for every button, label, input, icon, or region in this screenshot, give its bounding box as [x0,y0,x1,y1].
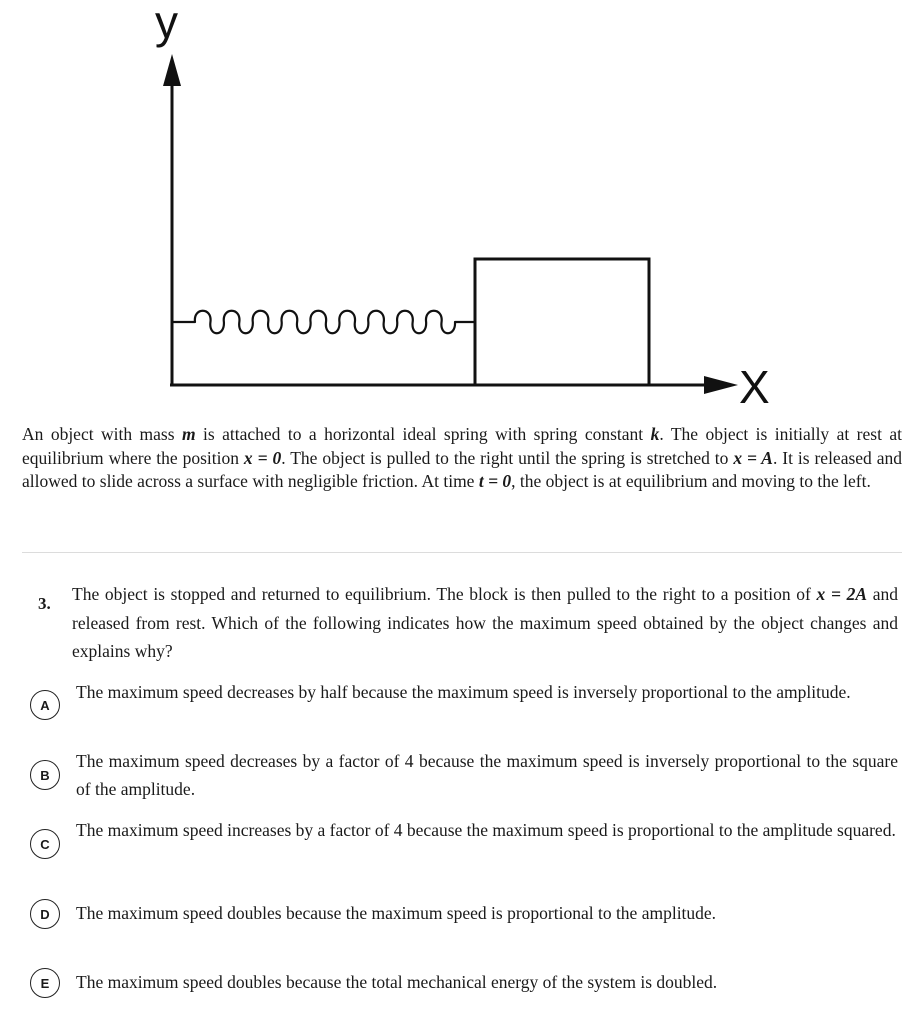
x-axis-label: X [739,361,770,410]
y-axis-label: y [155,0,178,48]
equation-t-0: t = 0 [478,471,512,491]
option-letter-badge[interactable]: D [30,899,60,929]
question-stem [72,580,898,666]
spring-mass-diagram [0,0,920,410]
option-text: The maximum speed decreases by a factor of 4 because the maximum speed is inversely proportional to the square of the amplitude. [76,751,898,799]
equation-x-a: x = A [733,447,773,468]
option-text: The maximum speed decreases by half because the maximum speed is inversely proportional to the amplitude. [76,682,851,702]
option-text: The maximum speed increases by a factor of 4 because the maximum speed is proportional to the amplitude squared. [76,820,896,840]
stimulus-text-4: . The object is pulled to the right until the spring is stretched to [281,447,734,468]
mass-variable: m [181,424,196,444]
question-text-2: and released from rest. Which of the following indicates how the maximum speed obtained by the object changes and explains why? [72,584,898,661]
stimulus-text-5: . It is released and allowed to slide across a surface with negligible friction. At time [22,447,902,491]
equation-x-2a: x = 2A [816,584,868,604]
option-letter-badge[interactable]: B [30,760,60,790]
stimulus-text-1: An object with mass [22,424,182,444]
stimulus-text-2: is attached to a horizontal ideal spring with spring constant [195,424,651,444]
option-letter-badge[interactable]: C [30,829,60,859]
question-text-1: The object is stopped and returned to equilibrium. The block is then pulled to the right to a position of [72,584,817,604]
y-axis-arrowhead [163,54,181,86]
block [475,259,649,385]
option-text: The maximum speed doubles because the maximum speed is proportional to the amplitude. [76,903,717,923]
spring [172,311,475,334]
stimulus-text-3: . The object is initially at rest at equilibrium where the position [22,424,902,468]
option-letter-badge[interactable]: E [30,968,60,998]
spring-constant-variable: k [650,424,660,444]
equation-x-0: x = 0 [243,447,282,468]
option-text: The maximum speed doubles because the total mechanical energy of the system is doubled. [76,972,718,992]
x-axis-arrowhead [704,376,738,394]
stimulus-text [22,423,902,494]
stimulus-text-6: , the object is at equilibrium and moving to the left. [511,471,871,491]
question-number: 3. [38,594,51,613]
section-divider [22,552,902,553]
option-letter-badge[interactable]: A [30,690,60,720]
